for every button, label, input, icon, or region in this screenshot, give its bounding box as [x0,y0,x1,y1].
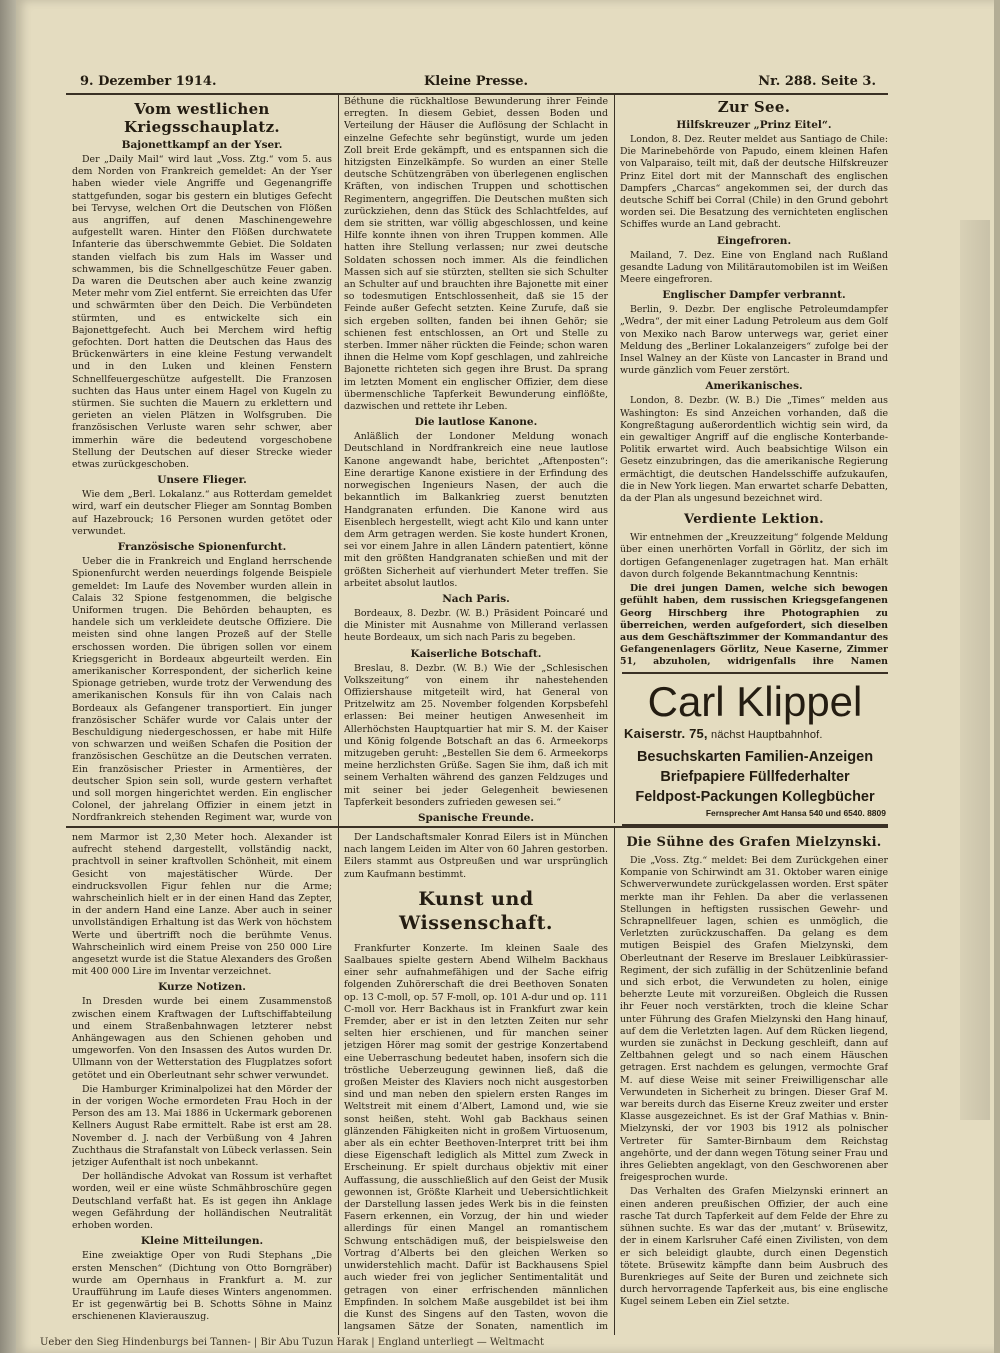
page-edge [994,0,1000,1353]
article-text: Berlin, 9. Dezbr. Der englische Petroleumdampfer „Wedra“, der mit einer Ladung Petroleum aus dem Golf von Mexiko nach Barow unterwegs war, geriet einer Meldung des „Berliner Lokalanzeigers“ zufolge bei der Insel Walney an der Küste von Lancaster in Brand und wurde gänzlich vom Feuer zerstört. [620,304,888,377]
paper-name: Kleine Presse. [424,74,529,89]
article-text: Eine zweiaktige Oper von Rudi Stephans „Die ersten Menschen“ (Dichtung von Otto Borngräber) wurde am Opernhaus in Frankfurt a. M. zur Uraufführung im Laufe dieses Winters angenommen. Er ist gegenwärtig bei B. Schotts Söhne in Mainz erschienenen Klavierauszug. [72,1250,332,1323]
article-text: Der Landschaftsmaler Konrad Eilers ist in München nach langem Leiden im Alter von 60 Jahren gestorben. Eilers stammt aus Ostpreußen und war ursprünglich zum Kaufmann bestimmt. [344,832,608,880]
section-rule [66,826,888,828]
masthead [80,72,876,92]
article-text: Das Verhalten des Grafen Mielzynski erinnert an einen anderen preußischen Offizier, der auch eine rasche Tat durch Tapferkeit auf dem Felde der Ehre zu sühnen suchte. Es war das der ‚mutant‘ v. Brüsewitz, der in einem Karlsruher Café einen Zivilisten, von dem er sich beleidigt glaubte, durch einen Degenstich tötete. Brüsewitz kämpfte dann beim Ausbruch des Burenkrieges auf Seite der Buren und zeichnete sich durch hervorragende Tapferkeit aus, bis eine englische Kugel seinem Leben ein Ziel setzte. [620,1186,888,1308]
article-text: Bordeaux, 8. Dezbr. (W. B.) Präsident Poincaré und die Minister mit Ausnahme von Millerand verlassen heute Bordeaux, um sich nach Paris zu begeben. [344,607,608,644]
article-subtitle: Nach Paris. [442,592,510,605]
article-title-mielzynski: Die Sühne des Grafen Mielzynski. [626,835,882,850]
lower-column-2 [344,832,608,1332]
article-subtitle: Spanische Freunde. [417,811,535,824]
article-text: Die „Voss. Ztg.“ meldet: Bei dem Zurückgehen einer Kompanie von Schirwindt am 31. Oktober waren einige Schwerverwundete zurückgelassen worden. Erst später merkte man ihr Fehlen. Da aber die verlassenen Stellungen in heftigsten russischen Gewehr- und Schrapnellfeuer lagen, schien es unmöglich, die Verletzten zurückzuschaffen. Da gelang es dem mutigen Beispiel des Grafen Mielzynski, dem Oberleutnant der Reserve im Breslauer Leibkürassier-Regiment, der sich zufällig in der Schützenlinie befand und sich erbot, die Verwundeten zu holen, einige beherzte Leute mit vorzureißen. Obgleich die Russen ihr Feuer noch verstärkten, troch die kleine Schar unter Führung des Grafen Mielzynski den Hang hinauf, auf dem die Verletzten lagen. Auf dem Rücken liegend, wurden sie zunächst in Deckung geschleift, dann auf Zeltbahnen gelegt und so nach einem Häuschen getragen. Erst nachdem es gelungen, vermochte Graf M. auf diese Weise mit seiner Freiwilligenschar alle Verwundeten in Sicherheit zu bringen. Dieser Graf M. war bereits durch das Eiserne Kreuz zweiter und erster Klasse ausgezeichnet. Es ist der Graf Mathias v. Bnin-Mielzynski, der vor 1903 bis 1912 als polnischer Vertreter für Samter-Birnbaum dem Reichstag angehörte, und der dann wegen Tötung seiner Frau und ihres Geliebten angeklagt, von den Geschworenen aber freigesprochen wurde. [620,855,888,1184]
article-text: Frankfurter Konzerte. Im kleinen Saale des Saalbaues spielte gestern Abend Wilhelm Backhaus einer sehr aufnahmefähigen und der Sache eifrig folgenden Zuhörerschaft die drei Beethoven Sonaten op. 13 C-moll, op. 57 F-moll, op. 101 A-dur und op. 111 C-moll vor. Herr Backhaus ist in Frankfurt zwar kein Fremder, aber er ist in den letzten Zeiten nur sehr selten hier erschienen, und für manchen seiner jetzigen Hörer mag somit der gestrige Konzertabend eine Ueberraschung bedeutet haben, insofern sich die tröstliche Ueberzeugung gewinnen ließ, daß die großen Meister des Klaviers noch nicht ausgestorben sind und man neben den spielern ersten Ranges im Weltstreit mit einem d’Albert, Lamond und, wie sie sonst heißen, steht. Wohl gab Backhaus seinen glänzenden Fähigkeiten nicht in großem Virtuosenum, aber als ein echter Beethoven-Interpret tritt bei ihm diese Eigenschaft lediglich als Mittel zum Zweck in Erscheinung. Er spielt durchaus objektiv mit einer Auffassung, die ausschließlich auf den Geist der Musik gewonnen ist, Größte Klarheit und Uebersichtlichkeit der Darstellung lassen jedes Werk bis in die feinsten Fasern erkennen, ein Vorzug, der hin und wieder allerdings für einen Mangel an romantischem Schwung entschädigen muß, der beispielsweise den Vortrag d’Alberts bei den gleichen Werken so unwiderstehlich macht. Dafür ist Backhausens Spiel auch wieder frei von jeglicher Sentimentalität und getragen von einer erfrischenden männlichen Empfinden. In solchem Maße ausgebildet ist bei ihm die Kunst des Singens auf den Tasten, wovon die langsamen Sätze der Sonaten, namentlich im [344,942,608,1332]
column-2 [344,96,608,824]
lower-column-3 [620,832,888,1332]
ad-street: Kaiserstr. 75, [624,726,708,741]
ad-company-name: Carl Klippel [647,678,863,725]
paper-fold-shadow [960,220,990,1120]
column-1 [72,98,332,824]
article-text: Der „Daily Mail“ wird laut „Voss. Ztg.“ vom 5. aus dem Norden von Frankreich gemeldet: An der Yser haben wieder viele Angriffe und Gegenangriffe stattgefunden, sogar bis gestern ein blutiges Gefecht bei Tervyse, welchen Ort die Deutschen von Flößen aus angriffen, auf denen Maschinengewehre aufgestellt waren. Hinter den Flößen durchwatete Infanterie das überschwemmte Gebiet. Die Soldaten standen vielfach bis zum Hals im Wasser und schwammen, bis die Schnellgeschütze Feuer gaben. Da waren die Deutschen aber auch keine zwanzig Meter mehr vom Ziel entfernt. Sie erreichten das Ufer und schwärmten über den Deich. Die Verbündeten stürmten, und es entwickelte sich ein Bajonettgefecht. Auch bei Merchem wird heftig gefochten. Dort hatten die Deutschen das Haus des Brückenwärters in eine kleine Festung verwandelt und in den Luken und kleinen Fenstern Schnellfeuergeschütze aufgestellt. Die Franzosen suchten das Haus unter einem Hagel von Kugeln zu stürmen. Sie suchten die Mauern zu erklettern und gerieten an vielen Plätzen in Wolfsgruben. Die französischen Verluste waren sehr schwer, aber immerhin wäre die bedeutend vorgeschobene Stellung der Deutschen auf dieser Strecke wieder etwas zurückgeschoben. [72,154,332,471]
article-subtitle: Unsere Flieger. [157,474,247,487]
article-text: nem Marmor ist 2,30 Meter hoch. Alexander ist aufrecht stehend dargestellt, vollständig nackt, prachtvoll in seiner kraftvollen Schönheit, mit einem Gesicht von majestätischer Würde. Der eindrucksvollen Figur fehlen nur die Arme; wahrscheinlich hielt er in der einen Hand das Zepter, in der andern Hand eine Lanze. Aber auch in seiner unvollständigen Erhaltung ist das Werk von höchstem Werte und übertrifft noch die berühmte Venus. Wahrscheinlich wird einem Preise von 250 000 Lire angesetzt wurde ist die Statue Alexanders des Großen mit 400 000 Lire im Inventar verzeichnet. [72,832,332,978]
article-text: London, 8. Dezbr. (W. B.) Die „Times“ melden aus Washington: Es sind Anzeichen vorhanden, daß die Kongreßtagung außerordentlich wichtig sein wird, da ein gewaltiger Angriff auf die englische Konterbande-Politik erwartet wird. Auch beabsichtige Wilson ein Gesetz einzubringen, das die amerikanische Regierung ermächtigt, die deutschen Handelsschiffe aufzukaufen, die in New York liegen. Man erwartet scharfe Debatten, da der Plan als ungesund bezeichnet wird. [620,395,888,505]
article-title-lektion: Verdiente Lektion. [684,512,824,528]
article-text: Ueber die in Frankreich und England herrschende Spionenfurcht werden neuerdings folgende Beispiele gemeldet: Im Laufe des November wurden allein in Calais 32 Spione festgenommen, die belgische Uniformen trugen. Die Behörden behaupten, es handele sich um verkleidete deutsche Offiziere. Die meisten sind ohne langen Prozeß auf der Stelle erschossen worden. Die übrigen sollen vor einem Kriegsgericht in Bordeaux abgeurteilt werden. Ein amerikanischer Korrespondent, der sicherlich keine Spionage getrieben, wurde trotz der Verwendung des amerikanischen Konsuls für ihn von Calais nach Bordeaux als Gefangener transportiert. Ein junger französischer Schäfer wurde vor Calais unter der Beschuldigung niedergeschossen, er habe mit Hilfe von schwarzen und weißen Schafen die Position der französischen Geschütze an die Deutschen verraten. Ein französischer Priester in Armentières, der deutscher Spion sein soll, wurde gestern verhaftet und soll morgen hingerichtet werden. Ein englischer Colonel, der jahrelang Offizier in einem jetzt in Nordfrankreich stehenden Regiment war, wurde von [72,556,332,824]
article-subtitle: Französische Spionenfurcht. [117,541,287,554]
article-title-west: Vom westlichen Kriegsschauplatz. [124,100,280,136]
ad-products [622,747,888,807]
ad-address [622,726,888,741]
article-text: Béthune die rückhaltlose Bewunderung ihrer Feinde erregten. In diesem Gebiet, dessen Boden und Verteilung der Häuser die Auflösung der Schlacht in einzelne Gefechte sehr begünstigt, wurde um jeden Zoll breit Erde gekämpft, und es entspannen sich die hitzigsten Einzelkämpfe. So wurden an einer Stelle deutsche Schützengräben von überlegenen englischen Kräften, von indischen Truppen und schottischen Regimentern, angegriffen. Die Deutschen mußten sich zurückziehen, denn das Stück des Schlachtfeldes, auf dem sie stritten, war völlig abgeschlossen, und keine Hilfe konnte ihnen von ihren Truppen kommen. Alle hatten ihre Stellung verlassen; nur zwei deutsche Soldaten schossen noch immer. Als die feindlichen Massen sich auf sie stürzten, stellten sie sich Schulter an Schulter auf und brauchten ihre Bajonette mit einer so todesmutigen Entschlossenheit, daß sie 15 der Feinde außer Gefecht setzten. Keine Zurufe, daß sie sich ergeben sollten, fanden bei ihnen Gehör; sie schienen fest entschlossen, an Ort und Stelle zu sterben. Immer näher rückten die Feinde; schon waren ihnen die Helme vom Kopf geschlagen, und zahlreiche Bajonette richteten sich gegen ihre Brust. Da sprang im letzten Moment ein englischer Offizier, dem diese übermenschliche Tapferkeit Bewunderung einflößte, dazwischen und rettete ihr Leben. [344,96,608,413]
article-text: Anläßlich der Londoner Meldung wonach Deutschland in Nordfrankreich eine neue lautlose Kanone angewandt habe, berichtet „Aftenposten“: Eine derartige Kanone existiere in der Erfindung des norwegischen Ingenieurs Nasen, der auch die bekanntlich im Balkankrieg zuerst benutzten Handgranaten erfunden. Die Kanone wird aus Eisenblech hergestellt, wiegt acht Kilo und kann unter dem Arm getragen werden. Sie koste hundert Kronen, sei vor einem Jahre in allen Ländern patentiert, könne mit den größten Handgranaten schießen und mit der größten Sicherheit auf vierhundert Meter treffen. Sie arbeitet absolut lautlos. [344,431,608,589]
ad-product-line: Briefpapiere Füllfederhalter [660,769,850,785]
article-title-sea: Zur See. [717,98,791,116]
article-subtitle: Die lautlose Kanone. [414,416,538,429]
binding-edge [0,0,16,1353]
section-title-kunst: Kunst und Wissenschaft. [399,887,553,934]
masthead-rule [66,93,888,95]
article-text: Mailand, 7. Dez. Eine von England nach Rußland gesandte Ladung von Militärautomobilen ist im Weißen Meere eingefroren. [620,249,888,286]
ad-phone: Fernsprecher Amt Hansa 540 und 6540. 8809 [705,808,886,818]
article-text: Breslau, 8. Dezbr. (W. B.) Wie der „Schlesischen Volkszeitung“ von einem ihr nahestehenden Offiziershause mitgeteilt wird, hat General von Pritzelwitz am 25. November folgenden Korpsbefehl erlassen: Bei meiner heutigen Anwesenheit im Allerhöchsten Hauptquartier hat mir S. M. der Kaiser und König folgende Botschaft an das 6. Armeekorps mitzugeben geruht: „Bestellen Sie dem 6. Armeekorps meine herzlichsten Grüße. Sagen Sie ihm, daß ich mit seinem Verhalten während des ganzen Feldzuges und mit seiner bei jeder Gelegenheit bewiesenen Tapferkeit besonders zufrieden gewesen sei.“ [344,662,608,808]
article-text: In Dresden wurde bei einem Zusammenstoß zwischen einem Kraftwagen der Luftschiffabteilung und einem Straßenbahnwagen letzterer nebst Anhängewagen aus den Schienen gehoben und umgeworfen. Von den Insassen des Autos wurden Dr. Ullmann von der Wetterstation des Flugplatzes sofort getötet und ein Oberleutnant sehr schwer verwundet. [72,996,332,1081]
ad-location: nächst Hauptbahnhof. [707,729,823,741]
announcement-text: Die drei jungen Damen, welche sich bewogen gefühlt haben, dem russischen Kriegsgefangenen Georg Hirschberg ihre Photographien zu überreichen, werden aufgefordert, sich dieselben aus dem Geschäftszimmer der Kommandantur des Gefangenenlagers Görlitz, Neue Kaserne, Zimmer 51, abzuholen, widrigenfalls ihre Namen [620,583,888,668]
article-text: London, 8. Dez. Reuter meldet aus Santiago de Chile: Die Marinebehörde von Papudo, einem kleinen Hafen von Valparaiso, teilt mit, daß der deutsche Hilfskreuzer Prinz Eitel dort mit der Mannschaft des englischen Dampfers „Charcas“ angekommen sei, der durch das deutsche Schiff bei Corral (Chile) in den Grund gebohrt worden sei. Die Besatzung des vernichteten englischen Schiffes wurde an Land gebracht. [620,134,888,231]
cropped-bottom-line: Ueber den Sieg Hindenburgs bei Tannen- | Bir Abu Tuzun Harak | England unterliegt — Weltmacht [40,1337,544,1348]
advertisement-klippel [622,672,888,826]
article-text: Der holländische Advokat van Rossum ist verhaftet worden, weil er eine wüste Schmähbroschüre gegen Deutschland verfaßt hat. Es ist gegen ihn Anklage wegen Gefährdung der holländischen Neutralität erhoben worden. [72,1171,332,1232]
article-subtitle: Kaiserliche Botschaft. [410,647,542,660]
article-subtitle: Hilfskreuzer „Prinz Eitel“. [676,119,832,131]
article-text: Wir entnehmen der „Kreuzzeitung“ folgende Meldung über einen unerhörten Vorfall in Görlitz, der sich im dortigen Gefangenenlager zugetragen hat. Man erhält davon durch folgende Bekanntmachung Kenntnis: [620,532,888,580]
article-subtitle: Englischer Dampfer verbrannt. [662,289,846,302]
lower-column-1 [72,832,332,1332]
article-text: Wie dem „Berl. Lokalanz.“ aus Rotterdam gemeldet wird, warf ein deutscher Flieger am Sonntag Bomben auf Hazebrouck; 16 Personen wurden getötet oder verwundet. [72,489,332,537]
column-rule-1 [338,95,339,1335]
article-text: Die Hamburger Kriminalpolizei hat den Mörder der in der vorigen Woche ermordeten Frau Hoch in der Person des am 13. Mai 1886 in Uckermark geborenen Kellners August Rabe ermittelt. Rabe ist erst am 28. November d. J. nach der Verbüßung von 4 Jahren Zuchthaus die Strafanstalt von Lübeck verlassen. Sein jetziger Aufenthalt ist noch unbekannt. [72,1083,332,1169]
article-subtitle: Kurze Notizen. [158,981,246,994]
issue-date: 9. Dezember 1914. [80,74,217,89]
ad-product-line: Feldpost-Packungen Kollegbücher [635,789,875,805]
article-subtitle: Amerikanisches. [705,380,803,393]
article-subtitle: Eingefroren. [716,234,792,247]
article-subtitle: Bajonettkampf an der Yser. [121,139,283,151]
ad-product-line: Besuchskarten Familien-Anzeigen [636,749,874,765]
column-rule-2b [614,826,615,1335]
column-rule-2 [614,95,615,823]
issue-number: Nr. 288. Seite 3. [758,74,876,89]
article-subtitle: Kleine Mitteilungen. [140,1235,264,1248]
column-3 [620,96,888,668]
